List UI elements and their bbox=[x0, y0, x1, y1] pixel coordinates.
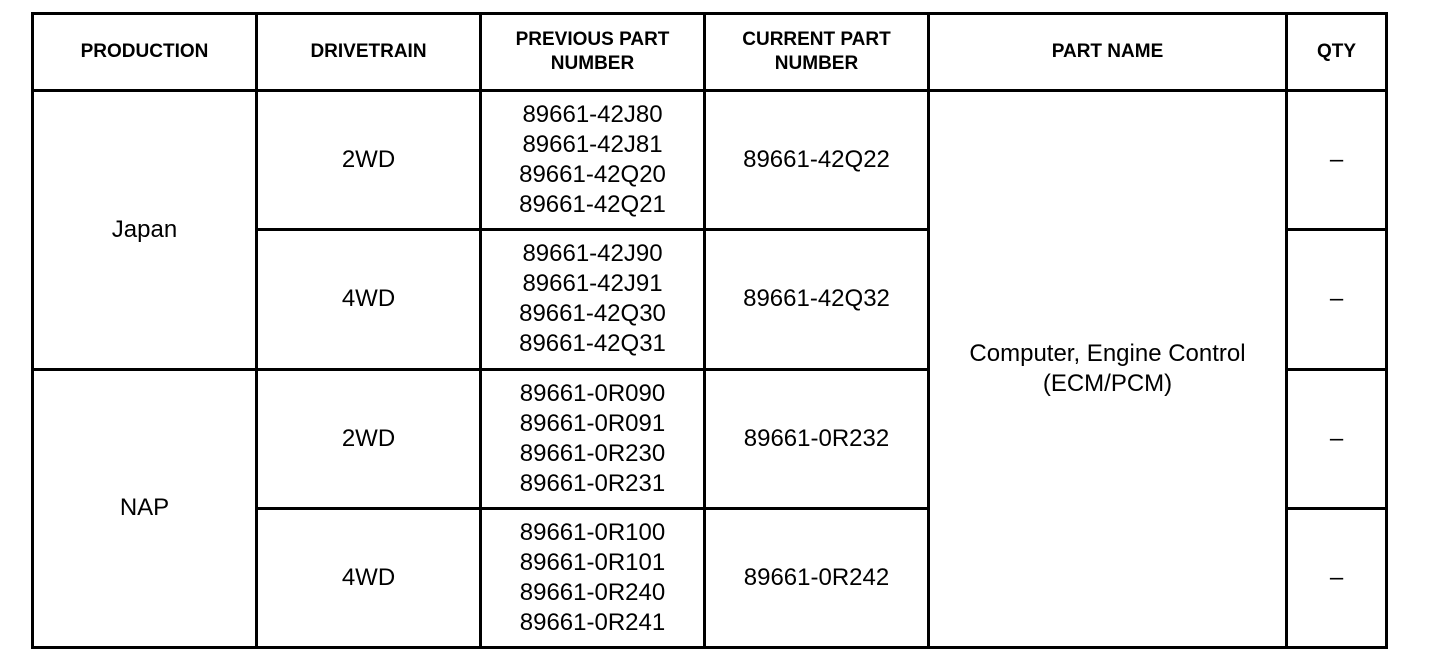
previous-part-number: 89661-0R231 bbox=[519, 469, 666, 497]
drivetrain-cell: 2WD bbox=[257, 91, 481, 230]
header-current-part-number bbox=[705, 14, 929, 91]
qty-cell: – bbox=[1287, 508, 1387, 647]
qty-cell: – bbox=[1287, 91, 1387, 230]
table-row bbox=[33, 91, 1387, 230]
previous-part-number: 89661-42Q21 bbox=[519, 191, 666, 219]
header-previous-part-number-line2: NUMBER bbox=[550, 53, 635, 74]
header-current-part-number-line1: CURRENT PART bbox=[742, 29, 891, 50]
previous-part-numbers-cell bbox=[481, 369, 705, 508]
header-row bbox=[33, 14, 1387, 91]
drivetrain-cell: 4WD bbox=[257, 230, 481, 369]
production-cell-nap: NAP bbox=[33, 369, 257, 648]
parts-table bbox=[31, 12, 1388, 649]
header-current-part-number-line2: NUMBER bbox=[774, 53, 859, 74]
qty-cell: – bbox=[1287, 369, 1387, 508]
previous-part-number: 89661-42J81 bbox=[522, 131, 663, 159]
qty-cell: – bbox=[1287, 230, 1387, 369]
previous-part-number: 89661-42J91 bbox=[522, 270, 663, 298]
previous-part-number: 89661-0R230 bbox=[519, 439, 666, 467]
header-qty: QTY bbox=[1287, 14, 1387, 91]
previous-part-number: 89661-42Q30 bbox=[519, 300, 666, 328]
part-name-line1: Computer, Engine Control bbox=[969, 340, 1246, 367]
previous-part-number: 89661-0R091 bbox=[519, 409, 666, 437]
previous-part-number: 89661-0R241 bbox=[519, 608, 666, 636]
current-part-number-cell: 89661-42Q32 bbox=[705, 230, 929, 369]
previous-part-numbers-cell bbox=[481, 230, 705, 369]
current-part-number-cell: 89661-0R232 bbox=[705, 369, 929, 508]
header-previous-part-number-line1: PREVIOUS PART bbox=[515, 29, 670, 50]
header-production: PRODUCTION bbox=[33, 14, 257, 91]
drivetrain-cell: 2WD bbox=[257, 369, 481, 508]
current-part-number-cell: 89661-0R242 bbox=[705, 508, 929, 647]
drivetrain-cell: 4WD bbox=[257, 508, 481, 647]
previous-part-number: 89661-0R101 bbox=[519, 548, 666, 576]
part-name-line2: (ECM/PCM) bbox=[1042, 370, 1173, 397]
previous-part-number: 89661-0R100 bbox=[519, 518, 666, 546]
previous-part-number: 89661-42J90 bbox=[522, 240, 663, 268]
current-part-number-cell: 89661-42Q22 bbox=[705, 91, 929, 230]
header-part-name: PART NAME bbox=[929, 14, 1287, 91]
previous-part-number: 89661-0R240 bbox=[519, 578, 666, 606]
previous-part-number: 89661-42Q20 bbox=[519, 161, 666, 189]
previous-part-numbers-cell bbox=[481, 508, 705, 647]
production-cell-japan: Japan bbox=[33, 91, 257, 370]
previous-part-number: 89661-42Q31 bbox=[519, 330, 666, 358]
previous-part-numbers-cell bbox=[481, 91, 705, 230]
header-previous-part-number bbox=[481, 14, 705, 91]
header-drivetrain: DRIVETRAIN bbox=[257, 14, 481, 91]
part-name-cell bbox=[929, 91, 1287, 648]
previous-part-number: 89661-42J80 bbox=[522, 101, 663, 129]
previous-part-number: 89661-0R090 bbox=[519, 379, 666, 407]
